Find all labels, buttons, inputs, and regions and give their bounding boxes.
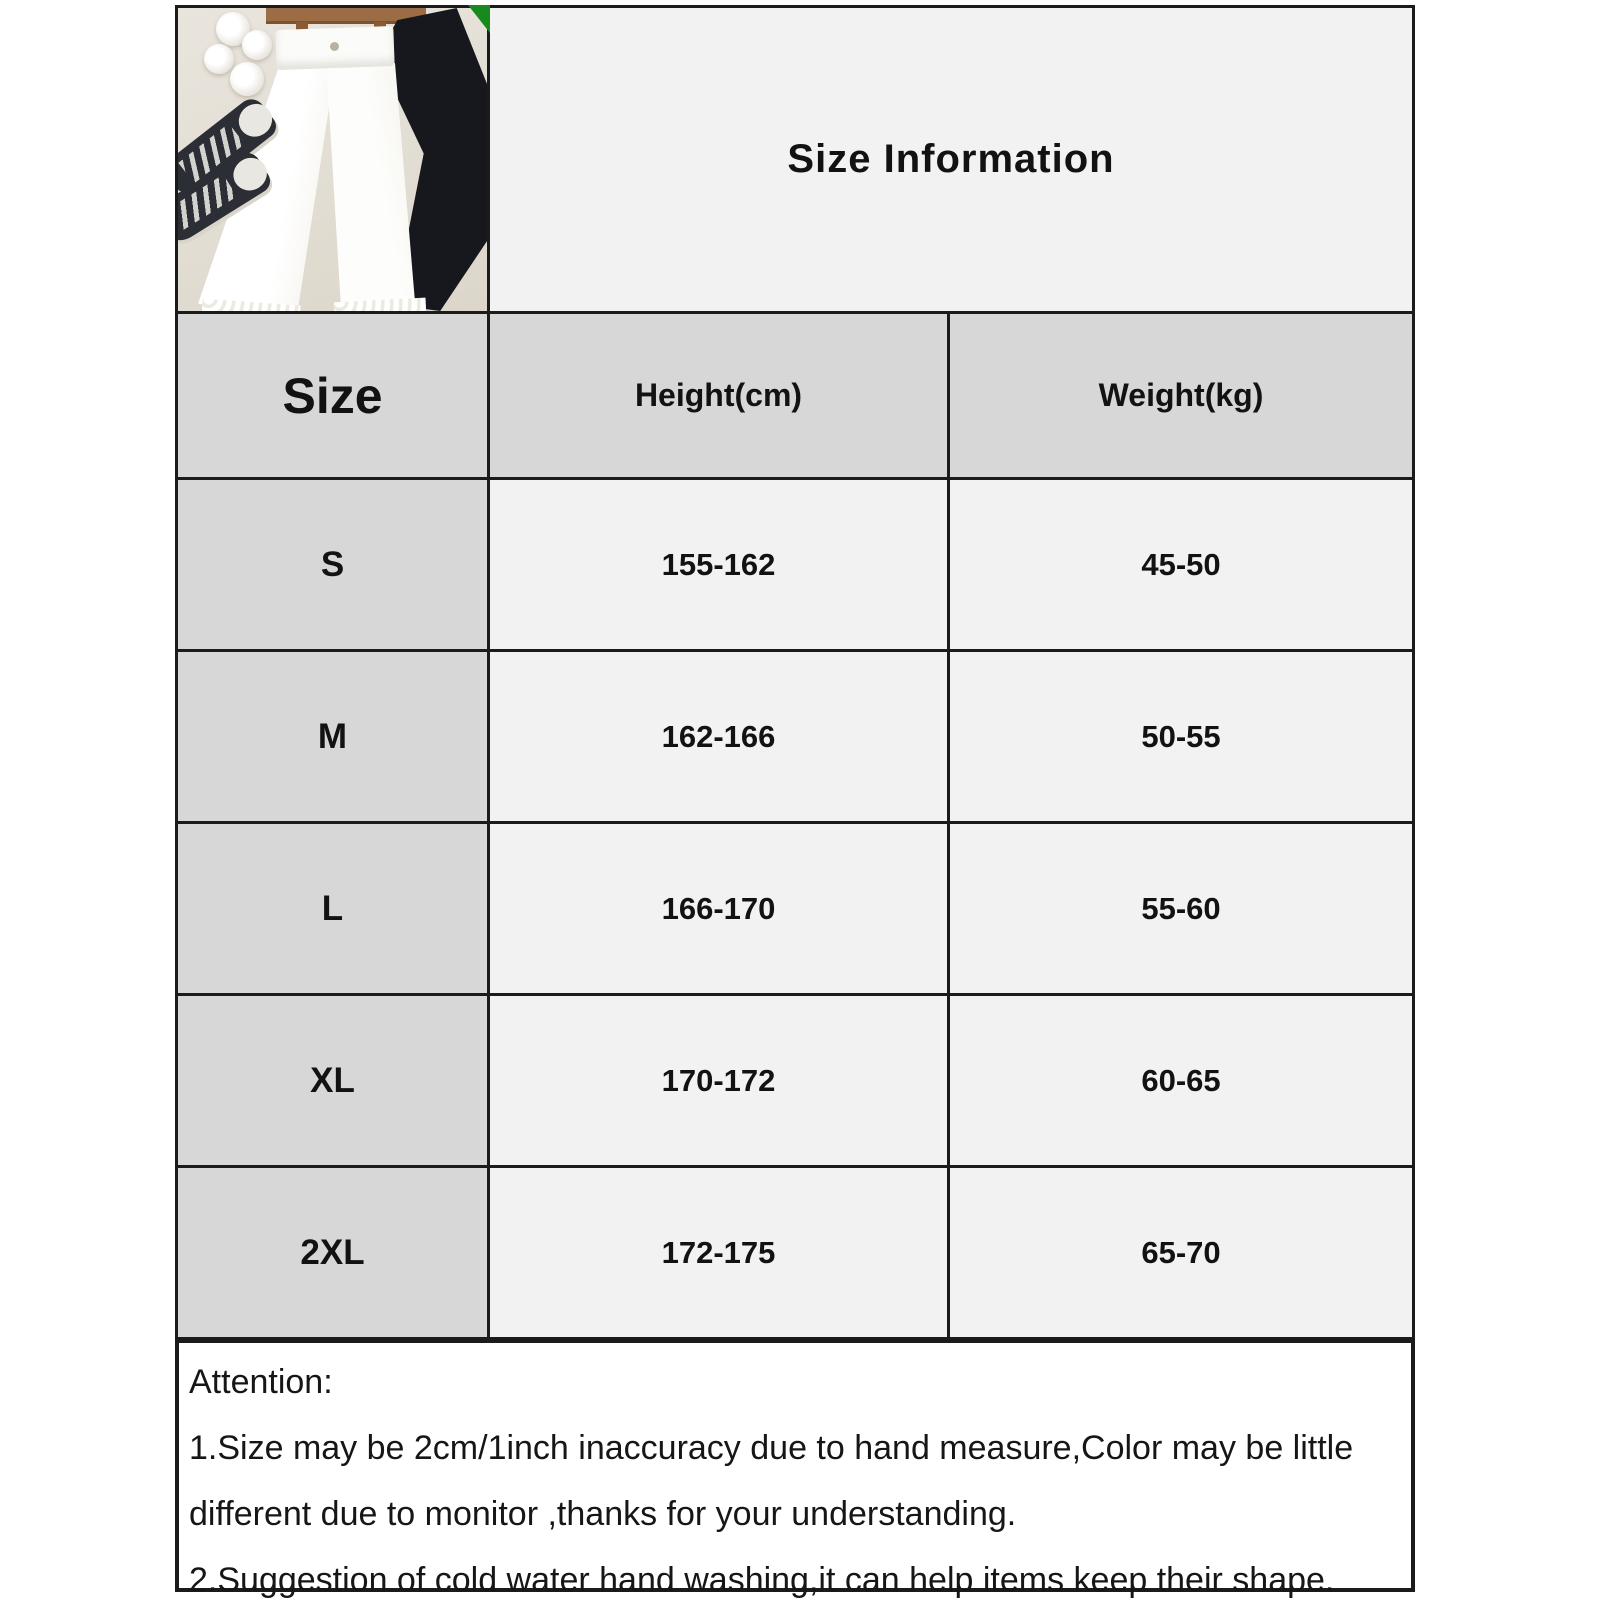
size-label: S [178,480,490,652]
height-value: 162-166 [490,652,950,824]
size-label: L [178,824,490,996]
top-row [178,8,1415,314]
attention-note-2: 2.Suggestion of cold water hand washing,it can help items keep their shape. [189,1561,1335,1599]
title-cell [490,8,1415,314]
height-value: 155-162 [490,480,950,652]
table-row-2xl [178,1168,1415,1340]
weight-value: 60-65 [950,996,1415,1168]
size-table [175,5,1415,1340]
header-size: Size [178,314,490,480]
white-pants-button [330,42,339,51]
size-label: 2XL [178,1168,490,1340]
size-label: XL [178,996,490,1168]
header-weight: Weight(kg) [950,314,1415,480]
table-header-row [178,314,1415,480]
weight-value: 55-60 [950,824,1415,996]
weight-value: 65-70 [950,1168,1415,1340]
height-value: 166-170 [490,824,950,996]
attention-note-1: 1.Size may be 2cm/1inch inaccuracy due to hand measure,Color may be little different due to monitor ,thanks for your understanding. [189,1429,1354,1533]
page-title: Size Information [787,137,1115,181]
table-row-xl [178,996,1415,1168]
flower [204,44,234,74]
attention-title: Attention: [189,1363,333,1401]
green-corner-flag-icon [468,5,490,33]
table-row-m [178,652,1415,824]
weight-value: 45-50 [950,480,1415,652]
size-label: M [178,652,490,824]
height-value: 172-175 [490,1168,950,1340]
product-photo [178,8,490,314]
product-photo-canvas [178,8,487,311]
size-information-sheet [175,5,1415,1599]
weight-value: 50-55 [950,652,1415,824]
attention-notes [175,1340,1415,1599]
header-height: Height(cm) [490,314,950,480]
height-value: 170-172 [490,996,950,1168]
table-row-l [178,824,1415,996]
table-row-s [178,480,1415,652]
white-pants [238,24,428,311]
